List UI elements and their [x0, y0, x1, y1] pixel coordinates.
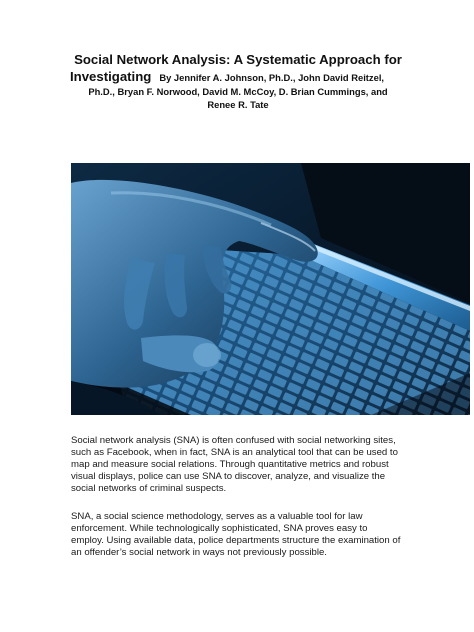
paragraph-line: an offender’s social network in ways not previously possible. [71, 546, 327, 558]
article-title-word: Investigating [70, 69, 152, 84]
paragraph-line: such as Facebook, when in fact, SNA is an analytical tool that can be used to [71, 446, 398, 458]
paragraph-line: social networks of criminal suspects. [71, 482, 227, 494]
laptop-typing-illustration [71, 163, 470, 415]
article-title-continued [70, 69, 406, 85]
paragraph-line: SNA, a social science methodology, serves as a valuable tool for law [71, 511, 363, 522]
article-title: Social Network Analysis: A Systematic Approach for [74, 52, 402, 67]
author-byline [70, 86, 406, 111]
laptop-hand-photo [71, 163, 470, 415]
paragraph-line: employ. Using available data, police departments structure the examination of [71, 534, 401, 546]
author-line: Ph.D., Bryan F. Norwood, David M. McCoy, D. Brian Cummings, and [88, 86, 388, 97]
paragraph-line: visual displays, police can use SNA to discover, analyze, and visualize the [71, 470, 386, 482]
second-paragraph [71, 511, 411, 559]
author-byline-lead: By Jennifer A. Johnson, Ph.D., John David Reitzel, [159, 72, 385, 83]
author-line: Renee R. Tate [207, 98, 269, 110]
paragraph-line: map and measure social relations. Through quantitative metrics and robust [71, 458, 389, 470]
paragraph-line: Social network analysis (SNA) is often confused with social networking sites, [71, 435, 396, 446]
article-header [70, 52, 406, 111]
paragraph-line: enforcement. While technologically sophisticated, SNA proves easy to [71, 522, 368, 534]
intro-paragraph [71, 435, 411, 495]
